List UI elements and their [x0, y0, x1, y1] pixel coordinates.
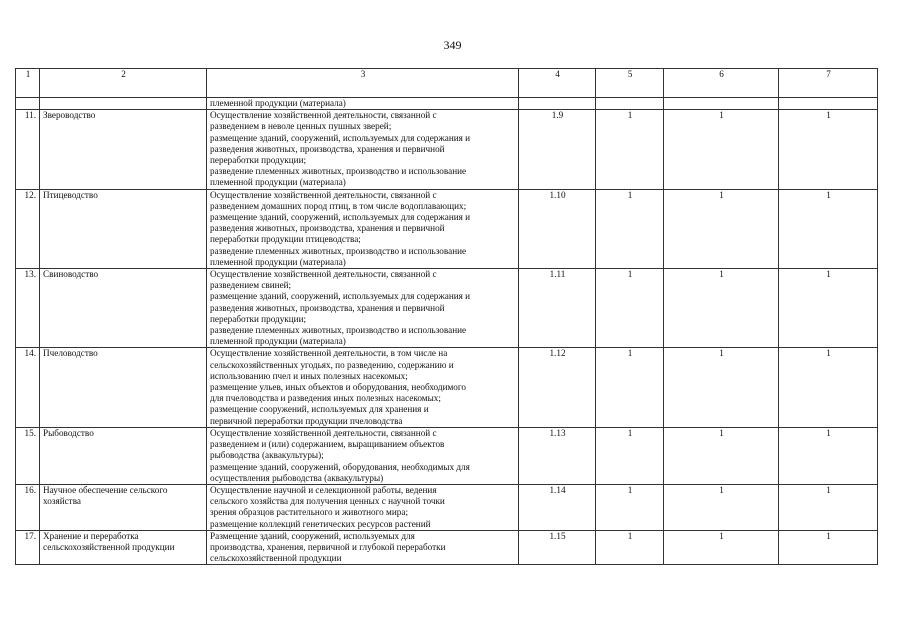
- cell-name: Пчеловодство: [40, 348, 207, 427]
- cell-col5: 1: [596, 110, 664, 189]
- cell-col7: 1: [779, 348, 878, 427]
- table-row: [16, 348, 878, 427]
- cell-col7: 1: [779, 110, 878, 189]
- cell-name: Птицеводство: [40, 189, 207, 268]
- cell-num: 12.: [16, 189, 40, 268]
- continuation-row: [16, 98, 878, 110]
- cell-col6: 1: [664, 530, 779, 565]
- cell-code: 1.14: [519, 484, 596, 530]
- cell-description: Осуществление хозяйственной деятельности, связанной с разведением домашних пород птиц, в том числе водоплавающих; размещение зданий, сооружений, используемых для содержания и разведения животных, производства, хранения и первичной переработки продукции птицеводства; разведение племенных животных, производство и использование племенной продукции (материала): [207, 189, 519, 268]
- table-row: [16, 269, 878, 348]
- header-col-2: 2: [40, 69, 207, 98]
- cell-col5: 1: [596, 427, 664, 484]
- header-col-6: 6: [664, 69, 779, 98]
- cell-col5: 1: [596, 484, 664, 530]
- header-col-3: 3: [207, 69, 519, 98]
- cell-code: [519, 98, 596, 110]
- cell-col6: 1: [664, 269, 779, 348]
- table-row: [16, 427, 878, 484]
- header-col-1: 1: [16, 69, 40, 98]
- table-row: [16, 530, 878, 565]
- cell-code: 1.12: [519, 348, 596, 427]
- header-col-4: 4: [519, 69, 596, 98]
- header-col-5: 5: [596, 69, 664, 98]
- cell-code: 1.11: [519, 269, 596, 348]
- cell-num: [16, 98, 40, 110]
- cell-col7: 1: [779, 427, 878, 484]
- cell-col5: 1: [596, 189, 664, 268]
- cell-name: Рыбоводство: [40, 427, 207, 484]
- header-col-7: 7: [779, 69, 878, 98]
- cell-col6: 1: [664, 189, 779, 268]
- cell-description: Размещение зданий, сооружений, используемых для производства, хранения, первичной и глубокой переработки сельскохозяйственной продукции: [207, 530, 519, 565]
- cell-description: Осуществление хозяйственной деятельности, связанной с разведением и (или) содержанием, выращиванием объектов рыбоводства (аквакультуры); размещение зданий, сооружений, оборудования, необходимых для осуществления рыбоводства (аквакультуры): [207, 427, 519, 484]
- cell-code: 1.10: [519, 189, 596, 268]
- cell-num: 11.: [16, 110, 40, 189]
- cell-description: Осуществление научной и селекционной работы, ведения сельского хозяйства для получения ценных с научной точки зрения образцов растительного и животного мира; размещение коллекций генетических ресурсов растений: [207, 484, 519, 530]
- cell-description: Осуществление хозяйственной деятельности, связанной с разведением свиней; размещение зданий, сооружений, используемых для содержания и разведения животных, производства, хранения и первичной переработки продукции; разведение племенных животных, производство и использование племенной продукции (материала): [207, 269, 519, 348]
- cell-code: 1.13: [519, 427, 596, 484]
- cell-col7: 1: [779, 189, 878, 268]
- cell-col5: 1: [596, 530, 664, 565]
- cell-col6: 1: [664, 427, 779, 484]
- cell-col5: [596, 98, 664, 110]
- cell-description: Осуществление хозяйственной деятельности, в том числе на сельскохозяйственных угодьях, по разведению, содержанию и использованию пчел и иных полезных насекомых; размещение ульев, иных объектов и оборудования, необходимого для пчеловодства и разведения иных полезных насекомых; размещение сооружений, используемых для хранения и первичной переработки продукции пчеловодства: [207, 348, 519, 427]
- cell-col7: [779, 98, 878, 110]
- cell-col6: 1: [664, 110, 779, 189]
- cell-num: 16.: [16, 484, 40, 530]
- table-row: [16, 189, 878, 268]
- cell-description: племенной продукции (материала): [207, 98, 519, 110]
- cell-num: 15.: [16, 427, 40, 484]
- cell-description: Осуществление хозяйственной деятельности, связанной с разведением в неволе ценных пушных зверей; размещение зданий, сооружений, используемых для содержания и разведения животных, производства, хранения и первичной переработки продукции; разведение племенных животных, производство и использование племенной продукции (материала): [207, 110, 519, 189]
- cell-col5: 1: [596, 269, 664, 348]
- land-use-table: [15, 68, 878, 565]
- cell-code: 1.9: [519, 110, 596, 189]
- cell-num: 13.: [16, 269, 40, 348]
- cell-name: Научное обеспечение сельского хозяйства: [40, 484, 207, 530]
- cell-col5: 1: [596, 348, 664, 427]
- cell-col7: 1: [779, 484, 878, 530]
- header-row: [16, 69, 878, 98]
- cell-num: 17.: [16, 530, 40, 565]
- cell-name: Хранение и переработка сельскохозяйственной продукции: [40, 530, 207, 565]
- cell-col6: [664, 98, 779, 110]
- page-number: 349: [443, 38, 462, 52]
- cell-col7: 1: [779, 269, 878, 348]
- cell-col6: 1: [664, 484, 779, 530]
- cell-code: 1.15: [519, 530, 596, 565]
- cell-name: [40, 98, 207, 110]
- cell-name: Звероводство: [40, 110, 207, 189]
- cell-num: 14.: [16, 348, 40, 427]
- table-row: [16, 484, 878, 530]
- cell-name: Свиноводство: [40, 269, 207, 348]
- cell-col6: 1: [664, 348, 779, 427]
- cell-col7: 1: [779, 530, 878, 565]
- table-row: [16, 110, 878, 189]
